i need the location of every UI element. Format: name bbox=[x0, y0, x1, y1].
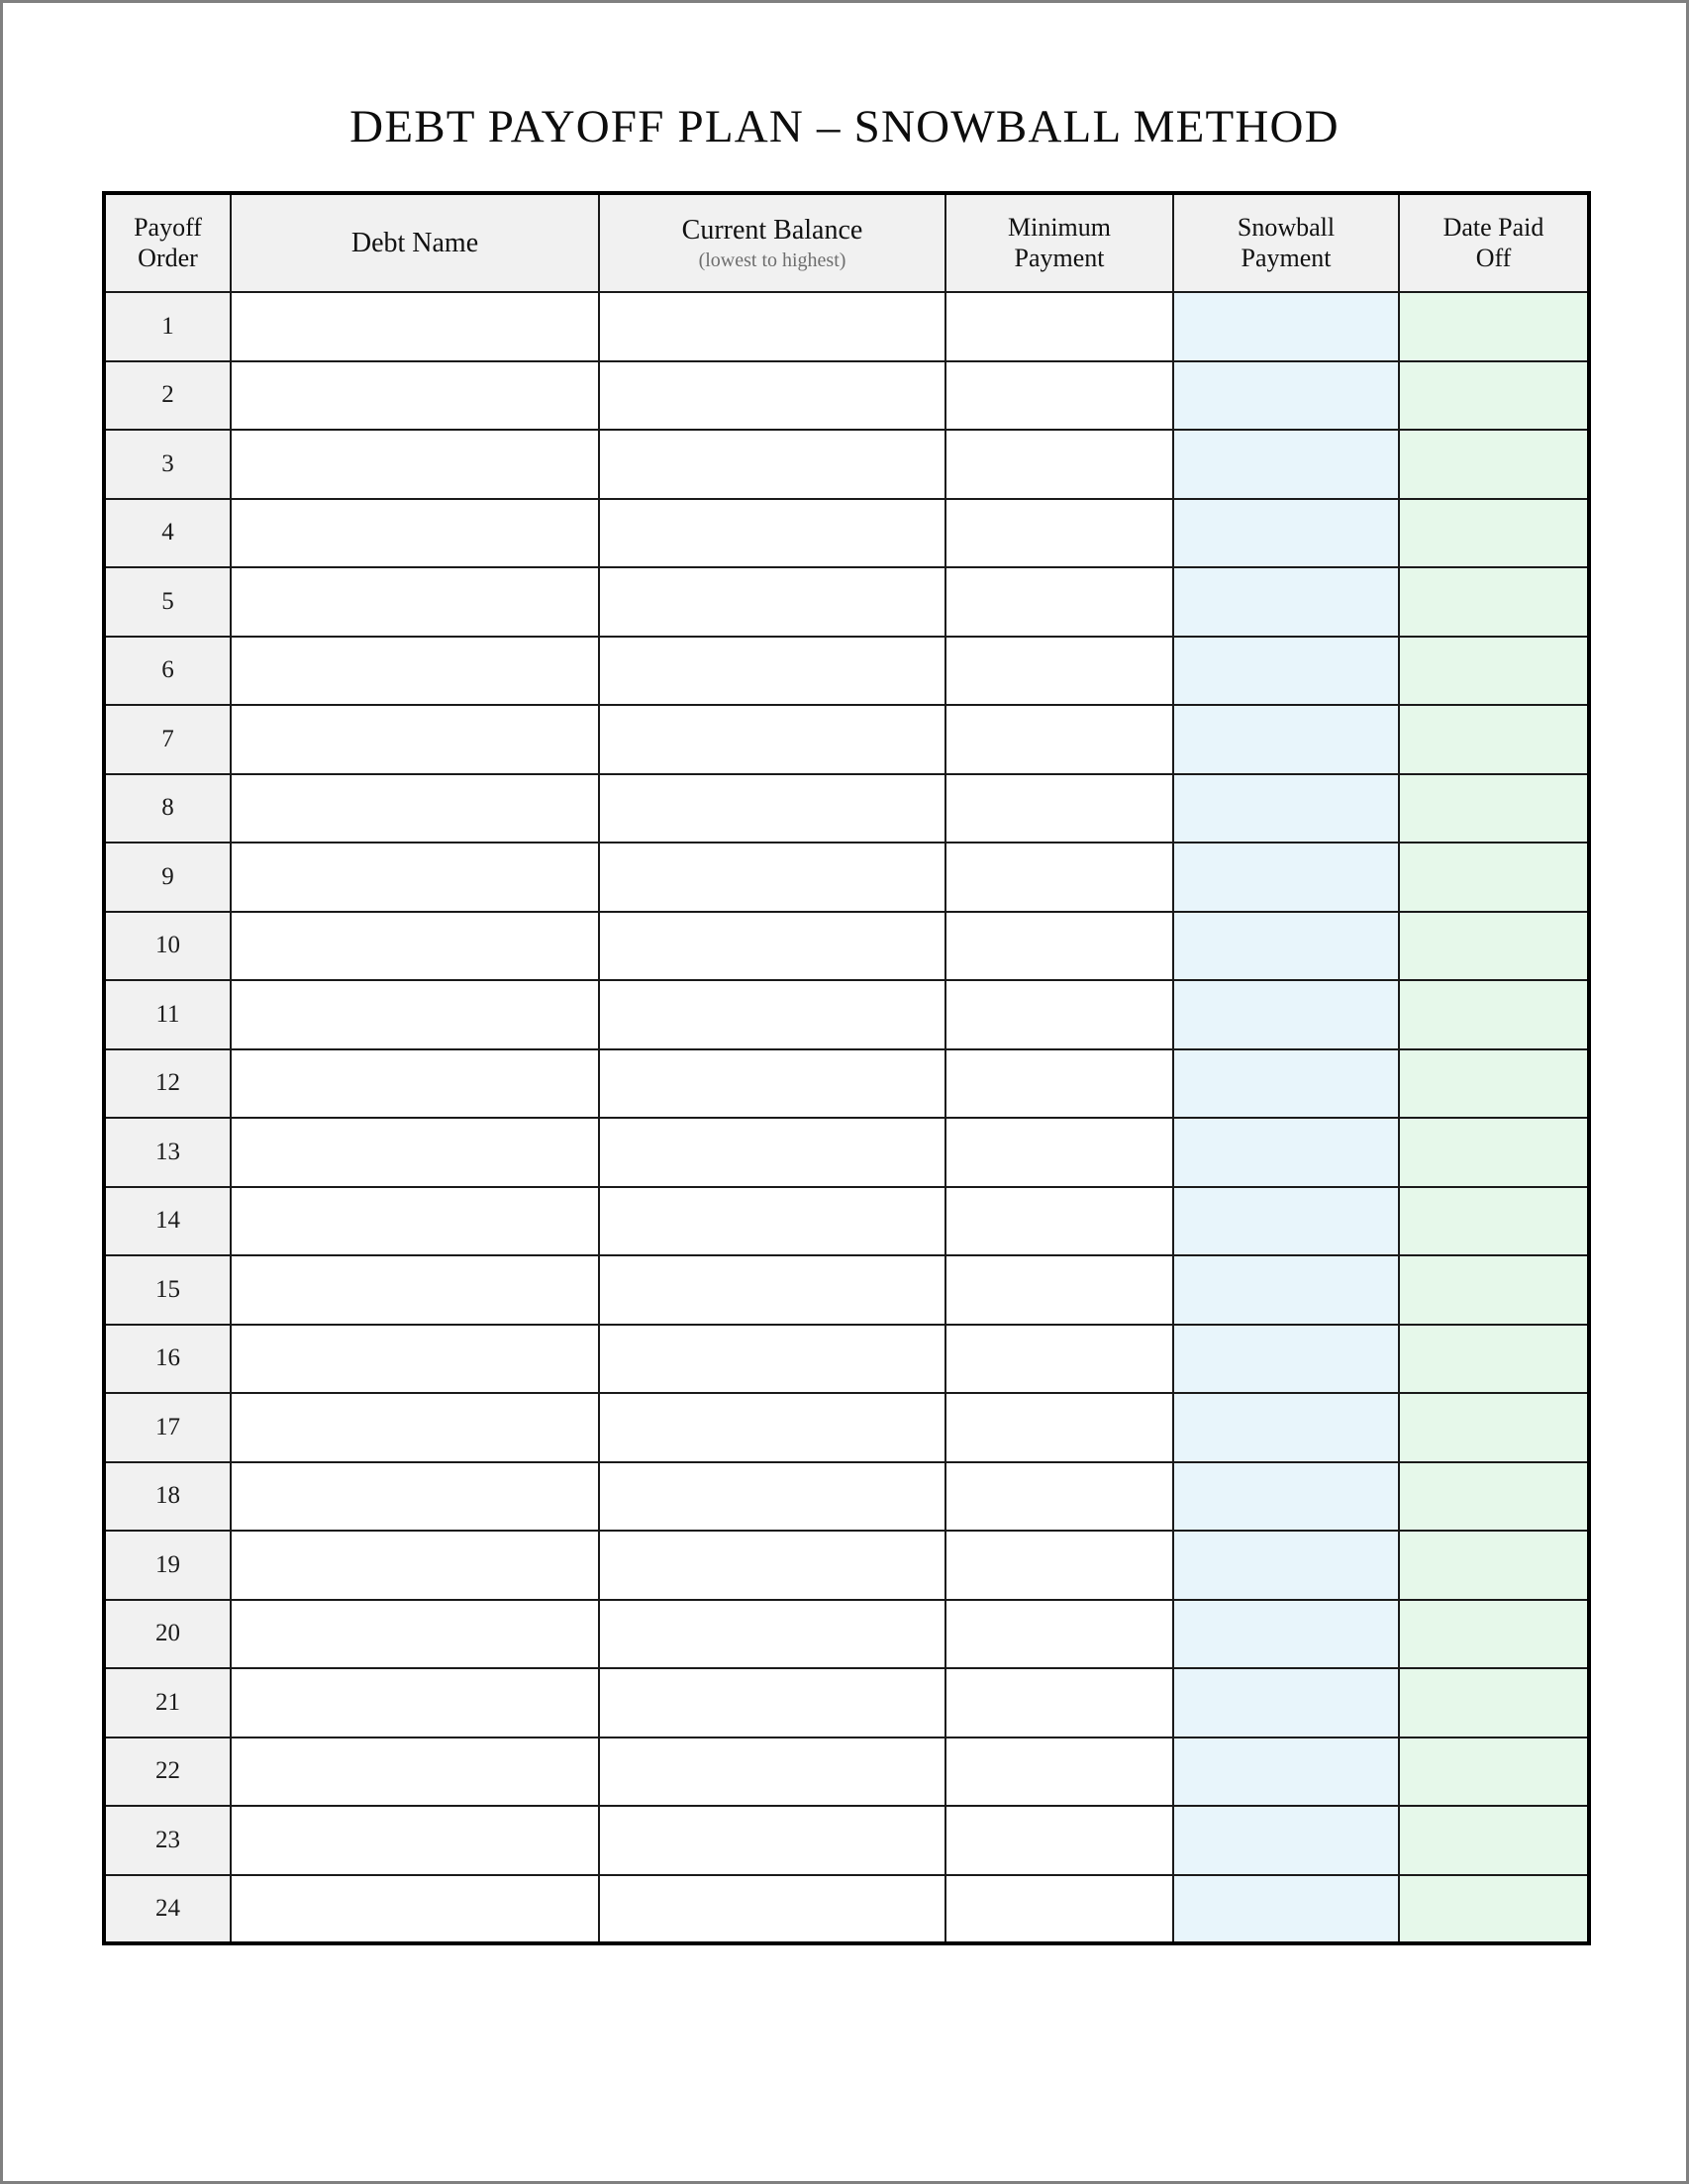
current-balance-cell[interactable] bbox=[599, 430, 945, 499]
payoff-order-cell: 19 bbox=[104, 1531, 231, 1600]
minimum-payment-cell[interactable] bbox=[945, 1255, 1173, 1325]
payoff-order-cell: 1 bbox=[104, 292, 231, 361]
debt-name-cell[interactable] bbox=[231, 430, 599, 499]
debt-name-cell[interactable] bbox=[231, 1049, 599, 1119]
minimum-payment-cell[interactable] bbox=[945, 361, 1173, 431]
debt-name-cell[interactable] bbox=[231, 637, 599, 706]
date-paid-off-cell[interactable] bbox=[1399, 1737, 1589, 1807]
date-paid-off-cell[interactable] bbox=[1399, 1255, 1589, 1325]
debt-name-cell[interactable] bbox=[231, 843, 599, 912]
date-paid-off-cell[interactable] bbox=[1399, 292, 1589, 361]
header-line-1: Payoff bbox=[134, 212, 202, 242]
table-header bbox=[104, 193, 1589, 292]
header-line-1: Snowball bbox=[1237, 212, 1336, 242]
payoff-order-cell: 14 bbox=[104, 1187, 231, 1256]
date-paid-off-cell[interactable] bbox=[1399, 361, 1589, 431]
minimum-payment-cell[interactable] bbox=[945, 705, 1173, 774]
date-paid-off-cell[interactable] bbox=[1399, 1118, 1589, 1187]
page-title: DEBT PAYOFF PLAN – SNOWBALL METHOD bbox=[349, 101, 1340, 152]
minimum-payment-cell[interactable] bbox=[945, 912, 1173, 981]
minimum-payment-cell[interactable] bbox=[945, 1325, 1173, 1394]
minimum-payment-cell[interactable] bbox=[945, 1393, 1173, 1462]
debt-name-cell[interactable] bbox=[231, 1462, 599, 1532]
current-balance-cell[interactable] bbox=[599, 912, 945, 981]
date-paid-off-cell[interactable] bbox=[1399, 499, 1589, 568]
minimum-payment-cell[interactable] bbox=[945, 1806, 1173, 1875]
header-line-1: Date Paid bbox=[1442, 212, 1544, 242]
table-row bbox=[104, 843, 1589, 912]
snowball-payment-cell[interactable] bbox=[1173, 499, 1399, 568]
debt-name-cell[interactable] bbox=[231, 1393, 599, 1462]
current-balance-cell[interactable] bbox=[599, 637, 945, 706]
current-balance-cell[interactable] bbox=[599, 1118, 945, 1187]
snowball-payment-cell[interactable] bbox=[1173, 361, 1399, 431]
payoff-order-cell: 10 bbox=[104, 912, 231, 981]
column-header-minimum-payment bbox=[945, 193, 1173, 292]
payoff-order-cell: 6 bbox=[104, 637, 231, 706]
debt-name-cell[interactable] bbox=[231, 361, 599, 431]
current-balance-cell[interactable] bbox=[599, 292, 945, 361]
snowball-payment-cell[interactable] bbox=[1173, 637, 1399, 706]
minimum-payment-cell[interactable] bbox=[945, 499, 1173, 568]
payoff-order-cell: 8 bbox=[104, 774, 231, 844]
date-paid-off-cell[interactable] bbox=[1399, 430, 1589, 499]
column-header-payoff-order bbox=[104, 193, 231, 292]
column-header-current-balance bbox=[599, 193, 945, 292]
column-header-debt-name bbox=[231, 193, 599, 292]
header-line-1: Minimum bbox=[1007, 212, 1111, 242]
snowball-payment-cell[interactable] bbox=[1173, 292, 1399, 361]
header-line-2: Payment bbox=[1241, 243, 1332, 272]
minimum-payment-cell[interactable] bbox=[945, 1531, 1173, 1600]
current-balance-cell[interactable] bbox=[599, 499, 945, 568]
debt-name-cell[interactable] bbox=[231, 1737, 599, 1807]
current-balance-cell[interactable] bbox=[599, 1187, 945, 1256]
debt-name-cell[interactable] bbox=[231, 774, 599, 844]
current-balance-cell[interactable] bbox=[599, 774, 945, 844]
snowball-payment-cell[interactable] bbox=[1173, 1255, 1399, 1325]
table-row bbox=[104, 1668, 1589, 1737]
date-paid-off-cell[interactable] bbox=[1399, 567, 1589, 637]
current-balance-cell[interactable] bbox=[599, 1393, 945, 1462]
date-paid-off-cell[interactable] bbox=[1399, 1531, 1589, 1600]
minimum-payment-cell[interactable] bbox=[945, 980, 1173, 1049]
table-row bbox=[104, 705, 1589, 774]
debt-name-cell[interactable] bbox=[231, 1325, 599, 1394]
date-paid-off-cell[interactable] bbox=[1399, 843, 1589, 912]
snowball-payment-cell[interactable] bbox=[1173, 1875, 1399, 1944]
current-balance-cell[interactable] bbox=[599, 1049, 945, 1119]
minimum-payment-cell[interactable] bbox=[945, 1462, 1173, 1532]
payoff-order-cell: 2 bbox=[104, 361, 231, 431]
debt-name-cell[interactable] bbox=[231, 499, 599, 568]
snowball-payment-cell[interactable] bbox=[1173, 1325, 1399, 1394]
snowball-payment-cell[interactable] bbox=[1173, 1806, 1399, 1875]
debt-name-cell[interactable] bbox=[231, 705, 599, 774]
payoff-order-cell: 13 bbox=[104, 1118, 231, 1187]
debt-name-cell[interactable] bbox=[231, 912, 599, 981]
debt-name-cell[interactable] bbox=[231, 1668, 599, 1737]
date-paid-off-cell[interactable] bbox=[1399, 1325, 1589, 1394]
minimum-payment-cell[interactable] bbox=[945, 1737, 1173, 1807]
debt-name-cell[interactable] bbox=[231, 1255, 599, 1325]
table-row bbox=[104, 430, 1589, 499]
date-paid-off-cell[interactable] bbox=[1399, 1668, 1589, 1737]
minimum-payment-cell[interactable] bbox=[945, 1875, 1173, 1944]
snowball-payment-cell[interactable] bbox=[1173, 1462, 1399, 1532]
current-balance-cell[interactable] bbox=[599, 705, 945, 774]
minimum-payment-cell[interactable] bbox=[945, 1668, 1173, 1737]
date-paid-off-cell[interactable] bbox=[1399, 1875, 1589, 1944]
current-balance-cell[interactable] bbox=[599, 1255, 945, 1325]
date-paid-off-cell[interactable] bbox=[1399, 1393, 1589, 1462]
table-row bbox=[104, 1393, 1589, 1462]
payoff-order-cell: 7 bbox=[104, 705, 231, 774]
table-row bbox=[104, 1806, 1589, 1875]
payoff-order-cell: 16 bbox=[104, 1325, 231, 1394]
table-row bbox=[104, 1462, 1589, 1532]
header-line-1: Current Balance bbox=[681, 214, 863, 246]
minimum-payment-cell[interactable] bbox=[945, 1187, 1173, 1256]
debt-name-cell[interactable] bbox=[231, 1118, 599, 1187]
debt-name-cell[interactable] bbox=[231, 292, 599, 361]
header-line-2: Order bbox=[138, 243, 198, 272]
minimum-payment-cell[interactable] bbox=[945, 430, 1173, 499]
current-balance-cell[interactable] bbox=[599, 1737, 945, 1807]
payoff-order-cell: 12 bbox=[104, 1049, 231, 1119]
table-row bbox=[104, 980, 1589, 1049]
date-paid-off-cell[interactable] bbox=[1399, 912, 1589, 981]
table-container bbox=[102, 153, 1587, 1945]
payoff-order-cell: 18 bbox=[104, 1462, 231, 1532]
current-balance-cell[interactable] bbox=[599, 567, 945, 637]
debt-payoff-table bbox=[102, 191, 1591, 1945]
debt-name-cell[interactable] bbox=[231, 1600, 599, 1669]
table-row bbox=[104, 1600, 1589, 1669]
snowball-payment-cell[interactable] bbox=[1173, 1531, 1399, 1600]
table-row bbox=[104, 361, 1589, 431]
snowball-payment-cell[interactable] bbox=[1173, 1737, 1399, 1807]
payoff-order-cell: 21 bbox=[104, 1668, 231, 1737]
payoff-order-cell: 23 bbox=[104, 1806, 231, 1875]
current-balance-cell[interactable] bbox=[599, 1806, 945, 1875]
table-row bbox=[104, 292, 1589, 361]
date-paid-off-cell[interactable] bbox=[1399, 1600, 1589, 1669]
header-row bbox=[104, 193, 1589, 292]
date-paid-off-cell[interactable] bbox=[1399, 1462, 1589, 1532]
current-balance-cell[interactable] bbox=[599, 1531, 945, 1600]
payoff-order-cell: 4 bbox=[104, 499, 231, 568]
payoff-order-cell: 9 bbox=[104, 843, 231, 912]
minimum-payment-cell[interactable] bbox=[945, 843, 1173, 912]
table-row bbox=[104, 567, 1589, 637]
header-line-1: Debt Name bbox=[350, 227, 479, 258]
debt-name-cell[interactable] bbox=[231, 567, 599, 637]
table-row bbox=[104, 1255, 1589, 1325]
debt-name-cell[interactable] bbox=[231, 1531, 599, 1600]
table-row bbox=[104, 1737, 1589, 1807]
date-paid-off-cell[interactable] bbox=[1399, 980, 1589, 1049]
header-line-2: Payment bbox=[1014, 243, 1105, 272]
current-balance-cell[interactable] bbox=[599, 980, 945, 1049]
payoff-order-cell: 17 bbox=[104, 1393, 231, 1462]
current-balance-cell[interactable] bbox=[599, 1600, 945, 1669]
snowball-payment-cell[interactable] bbox=[1173, 980, 1399, 1049]
payoff-order-cell: 20 bbox=[104, 1600, 231, 1669]
debt-name-cell[interactable] bbox=[231, 1806, 599, 1875]
table-row bbox=[104, 637, 1589, 706]
date-paid-off-cell[interactable] bbox=[1399, 705, 1589, 774]
minimum-payment-cell[interactable] bbox=[945, 567, 1173, 637]
snowball-payment-cell[interactable] bbox=[1173, 912, 1399, 981]
minimum-payment-cell[interactable] bbox=[945, 637, 1173, 706]
minimum-payment-cell[interactable] bbox=[945, 1600, 1173, 1669]
table-row bbox=[104, 1325, 1589, 1394]
current-balance-cell[interactable] bbox=[599, 843, 945, 912]
table-body bbox=[104, 292, 1589, 1943]
payoff-order-cell: 5 bbox=[104, 567, 231, 637]
column-header-date-paid-off bbox=[1399, 193, 1589, 292]
debt-name-cell[interactable] bbox=[231, 1875, 599, 1944]
date-paid-off-cell[interactable] bbox=[1399, 1806, 1589, 1875]
minimum-payment-cell[interactable] bbox=[945, 292, 1173, 361]
payoff-order-cell: 11 bbox=[104, 980, 231, 1049]
header-subtitle: (lowest to highest) bbox=[698, 249, 846, 272]
table-row bbox=[104, 1187, 1589, 1256]
header-line-2: Off bbox=[1475, 243, 1512, 272]
table-row bbox=[104, 774, 1589, 844]
table-row bbox=[104, 912, 1589, 981]
snowball-payment-cell[interactable] bbox=[1173, 567, 1399, 637]
table-row bbox=[104, 499, 1589, 568]
snowball-payment-cell[interactable] bbox=[1173, 1049, 1399, 1119]
payoff-order-cell: 22 bbox=[104, 1737, 231, 1807]
table-row bbox=[104, 1531, 1589, 1600]
current-balance-cell[interactable] bbox=[599, 1875, 945, 1944]
snowball-payment-cell[interactable] bbox=[1173, 774, 1399, 844]
payoff-order-cell: 3 bbox=[104, 430, 231, 499]
snowball-payment-cell[interactable] bbox=[1173, 430, 1399, 499]
table-row bbox=[104, 1875, 1589, 1944]
debt-name-cell[interactable] bbox=[231, 1187, 599, 1256]
minimum-payment-cell[interactable] bbox=[945, 1118, 1173, 1187]
payoff-order-cell: 24 bbox=[104, 1875, 231, 1944]
date-paid-off-cell[interactable] bbox=[1399, 637, 1589, 706]
table-row bbox=[104, 1118, 1589, 1187]
current-balance-cell[interactable] bbox=[599, 361, 945, 431]
column-header-snowball-payment bbox=[1173, 193, 1399, 292]
snowball-payment-cell[interactable] bbox=[1173, 1600, 1399, 1669]
snowball-payment-cell[interactable] bbox=[1173, 1118, 1399, 1187]
snowball-payment-cell[interactable] bbox=[1173, 1393, 1399, 1462]
current-balance-cell[interactable] bbox=[599, 1462, 945, 1532]
snowball-payment-cell[interactable] bbox=[1173, 1187, 1399, 1256]
payoff-order-cell: 15 bbox=[104, 1255, 231, 1325]
current-balance-cell[interactable] bbox=[599, 1325, 945, 1394]
snowball-payment-cell[interactable] bbox=[1173, 1668, 1399, 1737]
minimum-payment-cell[interactable] bbox=[945, 1049, 1173, 1119]
snowball-payment-cell[interactable] bbox=[1173, 843, 1399, 912]
current-balance-cell[interactable] bbox=[599, 1668, 945, 1737]
table-row bbox=[104, 1049, 1589, 1119]
date-paid-off-cell[interactable] bbox=[1399, 1187, 1589, 1256]
debt-name-cell[interactable] bbox=[231, 980, 599, 1049]
minimum-payment-cell[interactable] bbox=[945, 774, 1173, 844]
date-paid-off-cell[interactable] bbox=[1399, 1049, 1589, 1119]
date-paid-off-cell[interactable] bbox=[1399, 774, 1589, 844]
snowball-payment-cell[interactable] bbox=[1173, 705, 1399, 774]
